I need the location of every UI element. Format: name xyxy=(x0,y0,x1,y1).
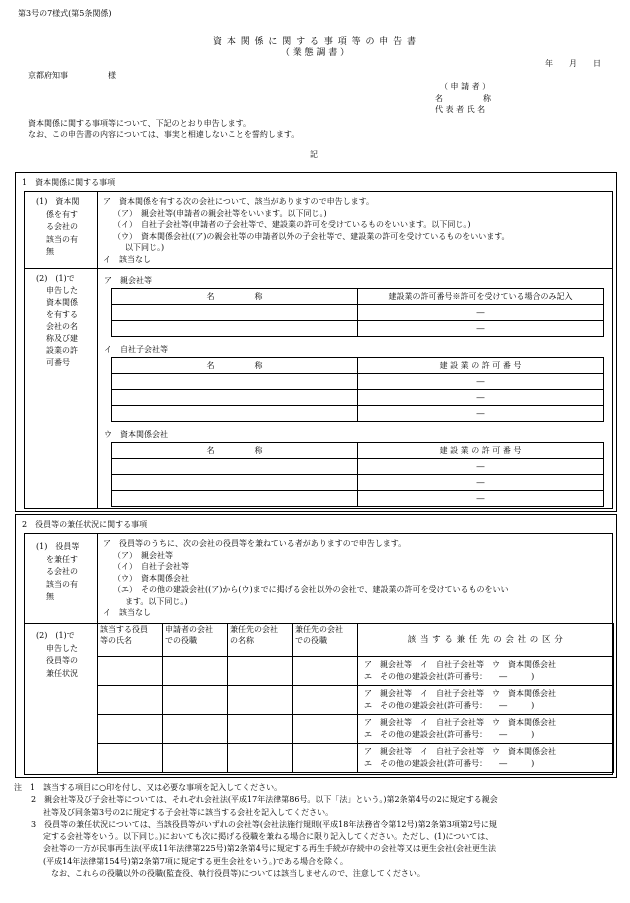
table-cell: 兼任先の会社 の名称 xyxy=(228,624,293,657)
table-cell: 建 設 業 の 許 可 番 号 xyxy=(358,443,604,459)
option-a: ア 資本関係を有する次の会社について、該当がありますので申告します。 xyxy=(103,197,375,206)
table-cell[interactable] xyxy=(228,744,293,773)
table-cell[interactable] xyxy=(98,657,163,686)
table-row xyxy=(112,305,604,321)
table-row xyxy=(98,657,614,686)
s1-q2-label: (2) (1)で 申告した 資本関係 を有する 会社の名 称及び建 設業の許 可番号 xyxy=(36,274,78,367)
option-i: イ 該当なし xyxy=(103,254,151,264)
notes: 注 1 該当する項目に○印を付し、又は必要な事項を記入してください。 2 親会社等及び子会社等については、それぞれ会社法(平成17年法律第86号。以下「法」という。)第2条第4号の2に規定する親会 社等及び同条第3号の2に規定する子会社等に該当する会社を記入してください。 3 役員等の兼任状況については、当該役員等がいずれの会社等(会社法施行規則(平成18年法務省令第12号)第2条第3項第2号に規 定する会社等をいう。以下同じ。)においても次に掲げる役職を兼ねる場合に限り記入してください。ただし、(1)については、 会社等の一方が民事再生法(平成11年法律第225号)第2条第4号に規定する再生手続が存続中の会社等又は更生会社(会社更生法 (平成14年法律第154号)第2条第7項に規定する更生会社をいう。)である場合を除く。 なお、これらの役職以外の役職(監査役、執行役員等)については該当しませんので、注意してください。 xyxy=(14,783,498,879)
table-cell: ― xyxy=(358,321,604,337)
form-subtitle: （ 業 態 調 書 ） xyxy=(280,48,350,58)
s2-q1-options[interactable]: ア 役員等のうちに、次の会社の役員等を兼ねている者がありますので申告します。 （ア） 親会社等 （イ） 自社子会社等 （ウ） 資本関係会社 （エ） その他の建設会社((ア)から(ウ)までに掲げる会社以外の会社で、建設業の許可を受けているものをいい ます。以下同じ。) イ 該当なし xyxy=(103,539,509,617)
table-cell[interactable] xyxy=(98,715,163,744)
form-title: 資 本 関 係 に 関 す る 事 項 等 の 申 告 書 xyxy=(212,37,418,47)
table-row xyxy=(112,491,604,507)
date-field[interactable]: 年 月 日 xyxy=(545,59,601,68)
table-cell: 該 当 す る 兼 任 先 の 会 社 の 区 分 xyxy=(358,624,614,657)
table-cell[interactable] xyxy=(112,491,358,507)
table-cell: 名 称 xyxy=(112,358,358,374)
table-row xyxy=(112,390,604,406)
ki-label: 記 xyxy=(310,150,318,159)
affiliate-title: ウ 資本関係会社 xyxy=(104,430,168,439)
table-cell[interactable] xyxy=(112,321,358,337)
representative-name-field[interactable]: 代 表 者 氏 名 xyxy=(435,105,486,114)
s2-q2-label: (2) (1)で 申告した 役員等の 兼任状況 xyxy=(36,631,78,678)
parent-company-table xyxy=(111,288,604,337)
table-row xyxy=(112,406,604,422)
table-cell: 建 設 業 の 許 可 番 号 xyxy=(358,358,604,374)
table-cell: ア 親会社等 イ 自社子会社等 ウ 資本関係会社 エ その他の建設会社(許可番号： ― ) xyxy=(358,657,614,686)
table-cell[interactable] xyxy=(228,686,293,715)
applicant-name-field[interactable]: 名 称 xyxy=(435,94,491,103)
table-cell[interactable] xyxy=(112,406,358,422)
table-cell: 兼任先の会社 での役職 xyxy=(293,624,358,657)
table-cell: ― xyxy=(358,305,604,321)
table-row xyxy=(112,321,604,337)
table-cell: ― xyxy=(358,374,604,390)
parent-company-title: ア 親会社等 xyxy=(104,276,152,285)
table-cell[interactable] xyxy=(112,374,358,390)
table-cell[interactable] xyxy=(98,686,163,715)
affiliate-table xyxy=(111,442,604,507)
table-cell[interactable] xyxy=(228,657,293,686)
subsidiary-table xyxy=(111,357,604,422)
table-cell[interactable] xyxy=(163,686,228,715)
section-2-heading: 2 役員等の兼任状況に関する事項 xyxy=(22,520,148,529)
table-cell: ア 親会社等 イ 自社子会社等 ウ 資本関係会社 エ その他の建設会社(許可番号： ― ) xyxy=(358,686,614,715)
table-cell: 建設業の許可番号※許可を受けている場合のみ記入 xyxy=(358,289,604,305)
table-cell: ― xyxy=(358,491,604,507)
table-cell[interactable] xyxy=(112,459,358,475)
table-cell[interactable] xyxy=(163,744,228,773)
table-cell[interactable] xyxy=(293,715,358,744)
addressee: 京都府知事 様 xyxy=(28,71,116,80)
table-row xyxy=(98,744,614,773)
s1-q1-label: (1) 資本関 係を有す る会社の 該当の有 無 xyxy=(36,197,80,256)
form-number: 第3号の7様式(第5条関係) xyxy=(18,9,112,18)
table-cell[interactable] xyxy=(293,657,358,686)
table-cell[interactable] xyxy=(112,305,358,321)
subsidiary-title: イ 自社子会社等 xyxy=(104,345,168,354)
section-1-heading: 1 資本関係に関する事項 xyxy=(22,178,116,187)
s1-q1-options[interactable]: ア 資本関係を有する次の会社について、該当がありますので申告します。 （ア） 親会社等(申請者の親会社等をいいます。以下同じ。) （イ） 自社子会社等(申請者の子会社等で、建設業の許可を受けているものをいいます。以下同じ。) （ウ） 資本関係会社((ア)の親会社等の申請者以外の子会社等で、建設業の許可を受けているものをいいます。 以下同じ。) イ 該当なし xyxy=(103,196,611,265)
applicant-label: （ 申 請 者 ） xyxy=(440,82,491,91)
table-cell: 申請者の会社 での役職 xyxy=(163,624,228,657)
table-cell[interactable] xyxy=(163,715,228,744)
table-cell: ― xyxy=(358,475,604,491)
table-row xyxy=(98,715,614,744)
s2-q1-label: (1) 役員等 を兼任す る会社の 該当の有 無 xyxy=(36,542,80,601)
table-cell: ア 親会社等 イ 自社子会社等 ウ 資本関係会社 エ その他の建設会社(許可番号： ― ) xyxy=(358,715,614,744)
table-cell: 名 称 xyxy=(112,443,358,459)
table-cell[interactable] xyxy=(228,715,293,744)
table-row xyxy=(98,686,614,715)
table-cell[interactable] xyxy=(293,744,358,773)
table-cell: 該当する役員 等の氏名 xyxy=(98,624,163,657)
table-row xyxy=(112,459,604,475)
concurrent-posts-table xyxy=(97,623,614,773)
table-cell: ア 親会社等 イ 自社子会社等 ウ 資本関係会社 エ その他の建設会社(許可番号： ― ) xyxy=(358,744,614,773)
intro-line-1: 資本関係に関する事項等について、下記のとおり申告します。 xyxy=(28,119,252,128)
table-cell[interactable] xyxy=(163,657,228,686)
table-cell[interactable] xyxy=(98,744,163,773)
table-cell[interactable] xyxy=(112,475,358,491)
table-cell: ― xyxy=(358,406,604,422)
table-cell[interactable] xyxy=(293,686,358,715)
table-cell: ― xyxy=(358,390,604,406)
table-row xyxy=(112,475,604,491)
intro-line-2: なお、この申告書の内容については、事実と相違しないことを誓約します。 xyxy=(28,130,300,139)
table-row xyxy=(112,374,604,390)
table-cell[interactable] xyxy=(112,390,358,406)
table-cell: ― xyxy=(358,459,604,475)
table-cell: 名 称 xyxy=(112,289,358,305)
